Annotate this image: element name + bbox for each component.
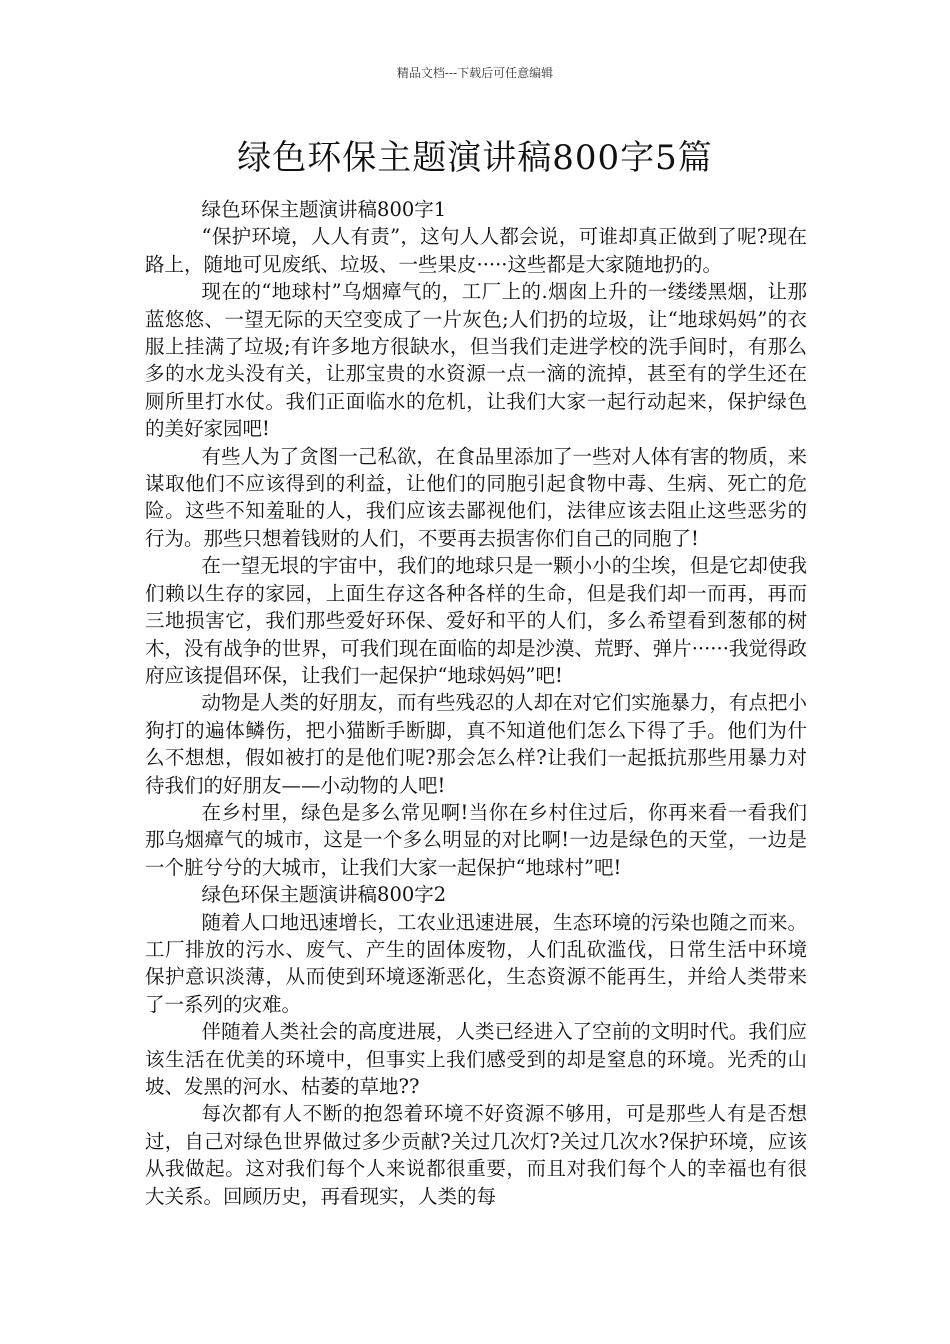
paragraph: 有些人为了贪图一己私欲，在食品里添加了一些对人体有害的物质，来谋取他们不应该得到的利益，让他们的同胞引起食物中毒、生病、死亡的危险。这些不知羞耻的人，我们应该去鄙视他们，法律应该去阻止这些恶劣的行为。那些只想着钱财的人们，不要再去损害你们自己的同胞了! xyxy=(145,444,807,550)
document-title: 绿色环保主题演讲稿800字5篇 xyxy=(237,138,713,178)
paragraph: 在乡村里，绿色是多么常见啊!当你在乡村住过后，你再来看一看我们那乌烟瘴气的城市，这是一个多么明显的对比啊!一边是绿色的天堂，一边是一个脏兮兮的大城市，让我们大家一起保护“地球村”吧! xyxy=(145,800,807,879)
section-heading-2: 绿色环保主题演讲稿800字2 xyxy=(201,883,447,907)
document-body xyxy=(145,196,807,1210)
paragraph: 在一望无垠的宇宙中，我们的地球只是一颗小小的尘埃，但是它却使我们赖以生存的家园，上面生存这各种各样的生命，但是我们却一而再，再而三地损害它，我们那些爱好环保、爱好和平的人们，多么希望看到葱郁的树木，没有战争的世界，可我们现在面临的却是沙漠、荒野、弹片······我觉得政府应该提倡环保，让我们一起保护“地球妈妈”吧! xyxy=(145,554,807,687)
paragraph: 伴随着人类社会的高度进展，人类已经进入了空前的文明时代。我们应该生活在优美的环境中，但事实上我们感受到的却是窒息的环境。光秃的山坡、发黑的河水、枯萎的草地?? xyxy=(145,1020,807,1098)
paragraph: “保护环境，人人有责”，这句人人都会说，可谁却真正做到了呢?现在路上，随地可见废纸、垃圾、一些果皮·····这些都是大家随地扔的。 xyxy=(145,225,807,276)
paragraph: 现在的“地球村”乌烟瘴气的，工厂上的.烟囱上升的一缕缕黑烟，让那蓝悠悠、一望无际的天空变成了一片灰色;人们扔的垃圾，让“地球妈妈”的衣服上挂满了垃圾;有许多地方很缺水，但当我们走进学校的洗手间时，有那么多的水龙头没有关，让那宝贵的水资源一点一滴的流掉，甚至有的学生还在厕所里打水仗。我们正面临水的危机，让我们大家一起行动起来，保护绿色的美好家园吧! xyxy=(145,280,807,441)
section-heading-1: 绿色环保主题演讲稿800字1 xyxy=(201,198,447,221)
page-header: 精品文档---下载后可任意编辑 xyxy=(396,66,554,80)
paragraph: 动物是人类的好朋友，而有些残忍的人却在对它们实施暴力，有点把小狗打的遍体鳞伤，把小猫断手断脚，真不知道他们怎么下得了手。他们为什么不想想，假如被打的是他们呢?那会怎么样?让我们一起抵抗那些用暴力对待我们的好朋友——小动物的人吧! xyxy=(145,691,807,797)
paragraph: 随着人口地迅速增长，工农业迅速进展，生态环境的污染也随之而来。工厂排放的污水、废气、产生的固体废物，人们乱砍滥伐，日常生活中环境保护意识淡薄，从而使到环境逐渐恶化，生态资源不能再生，并给人类带来了一系列的灾难。 xyxy=(145,910,807,1016)
paragraph: 每次都有人不断的抱怨着环境不好资源不够用，可是那些人有是否想过，自己对绿色世界做过多少贡献?关过几次灯?关过几次水?保护环境，应该从我做起。这对我们每个人来说都很重要，而且对我们每个人的幸福也有很大关系。回顾历史，再看现实，人类的每 xyxy=(145,1102,807,1208)
